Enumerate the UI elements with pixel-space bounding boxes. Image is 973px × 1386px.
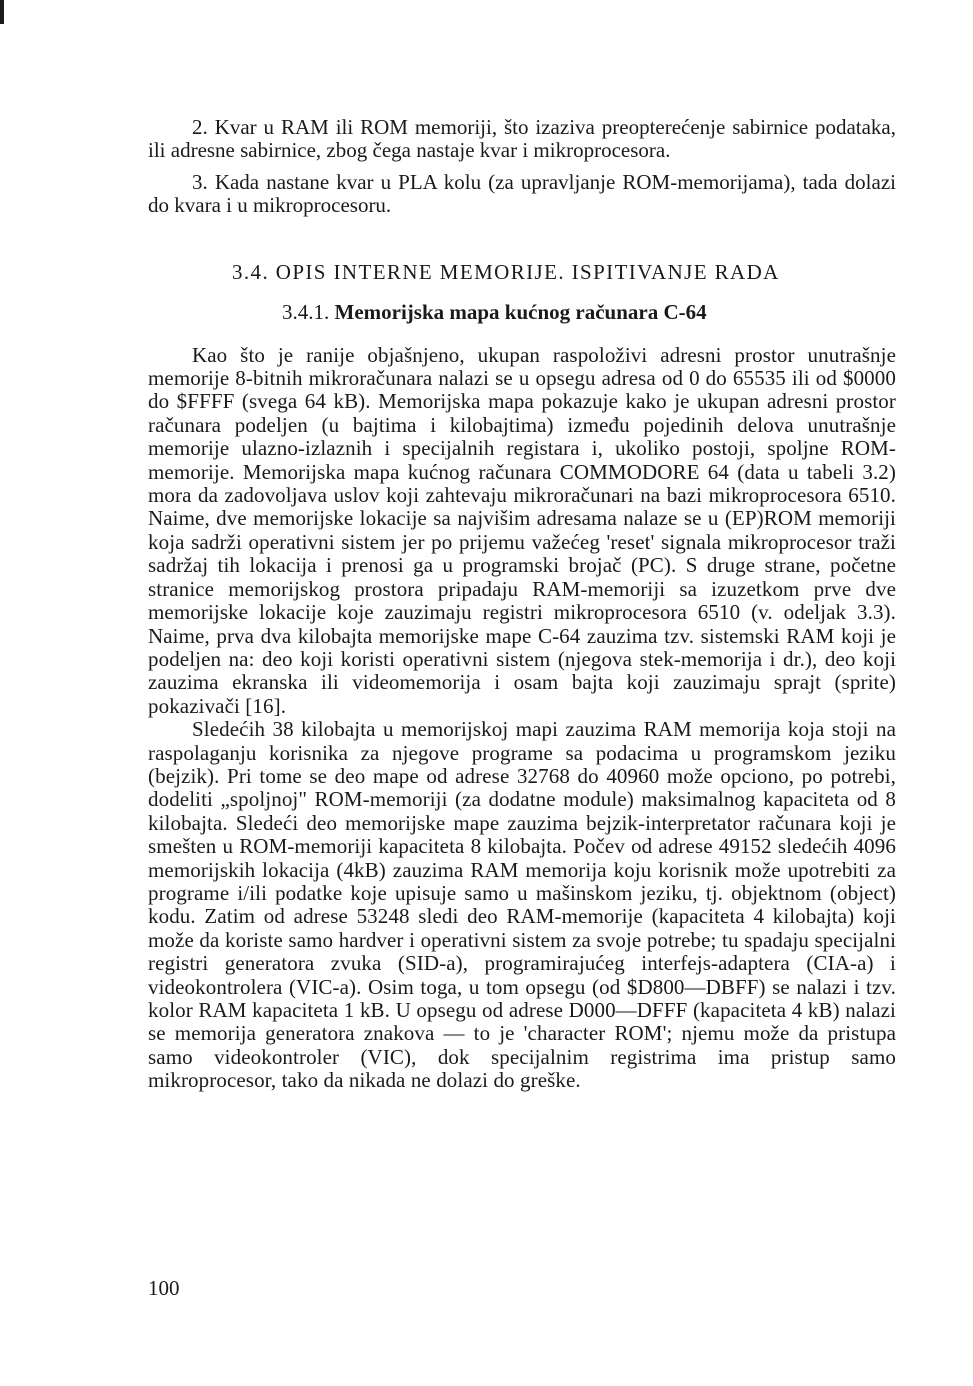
paragraph: Kao što je ranije objašnjeno, ukupan raspoloživi adresni prostor unutrašnje memorije 8-bitnih mikroračunara nalazi se u opsegu adresa od 0 do 65535 ili od $0000 do $FFFF (svega 64 kB). Memorijska mapa pokazuje kako je ukupan adresni prostor računara podeljen (u bajtima i kilobajtima) između pojedinih delova unutrašnje memorije ulazno-izlaznih i specijalnih registara i, ukoliko postoji, spoljne ROM-memorije. Memorijska mapa kućnog računara COMMODORE 64 (data u tabeli 3.2) mora da zadovoljava uslov koji zahtevaju mikroračunari na bazi mikroprocesora 6510. Naime, dve memorijske lokacije sa najvišim adresama nalaze se u (EP)ROM memoriji koja sadrži operativni sistem jer po prijemu važećeg 'reset' signala mikroprocesor traži sadržaj tih lokacija i prenosi ga u programski brojač (PC). S druge strane, početne stranice memorijskog prostora pripadaju RAM-memoriji sa izuzetkom prve dve memorijske lokacije koje zauzimaju registri mikroprocesora 6510 (v. odeljak 3.3). Naime, prva dva kilobajta memorijske mape C-64 zauzima tzv. sistemski RAM koji je podeljen na: deo koji koristi operativni sistem (njegova stek-memorija i dr.), deo koji zauzima ekranska ili videomemorija i osam bajta koji zauzimaju sprajt (sprite) pokazivači [16]. xyxy=(148,342,896,718)
list-item-2: 2. Kvar u RAM ili ROM memoriji, što izaziva preopterećenje sabirnice podataka, ili adresne sabirnice, zbog čega nastaje kvar i mikroprocesora. xyxy=(148,115,896,163)
body-text xyxy=(148,344,896,1093)
section-heading: 3.4. OPIS INTERNE MEMORIJE. ISPITIVANJE RADA xyxy=(232,259,780,284)
list-item-3: 3. Kada nastane kvar u PLA kolu (za upravljanje ROM-memorijama), tada dolazi do kvara i u mikroprocesoru. xyxy=(148,169,896,218)
page-content xyxy=(148,116,896,1093)
page-number: 100 xyxy=(148,1276,180,1300)
paragraph: Sledećih 38 kilobajta u memorijskoj mapi zauzima RAM memorija koja stoji na raspolaganju korisnika za njegove programe sa podacima u programskom jeziku (bejzik). Pri tome se deo mape od adrese 32768 do 40960 može opciono, po potrebi, dodeliti „spoljnoj" ROM-memoriji (za dodatne module) maksimalnog kapaciteta od 8 kilobajta. Sledeći deo memorijske mape zauzima bejzik-interpretator računara koji je smešten u ROM-memoriji kapaciteta 8 kilobajta. Počev od adrese 49152 sledećih 4096 memorijskih lokacija (4kB) zauzima RAM memorija koju korisnik može upotrebiti za programe i/ili podatke koje upisuje samo u mašinskom jeziku, tj. objektnom (object) kodu. Zatim od adrese 53248 sledi deo RAM-memorije (kapaciteta 4 kilobajta) koji može da koriste samo hardver i operativni sistem za svoje potrebe; tu spadaju specijalni registri generatora zvuka (SID-a), programirajućeg interfejs-adaptera (CIA-a) i videokontrolera (VIC-a). Osim toga, u tom opsegu (od $D800—DBFF) se nalazi i tzv. kolor RAM kapaciteta 1 kB. U opsegu od adrese D000—DFFF (kapaciteta 4 kB) nalazi se memorija generatora znakova — to je 'character ROM'; njemu može da pristupa samo videokontroler (VIC), dok specijalnim registrima ima pristup samo mikroprocesor, tako da nikada ne dolazi do greške. xyxy=(148,717,896,1093)
subsection-number: 3.4.1. xyxy=(282,299,330,324)
subsection-title: Memorijska mapa kućnog računara C-64 xyxy=(334,299,707,324)
subsection-heading xyxy=(282,300,896,324)
scan-edge-mark xyxy=(0,0,4,24)
